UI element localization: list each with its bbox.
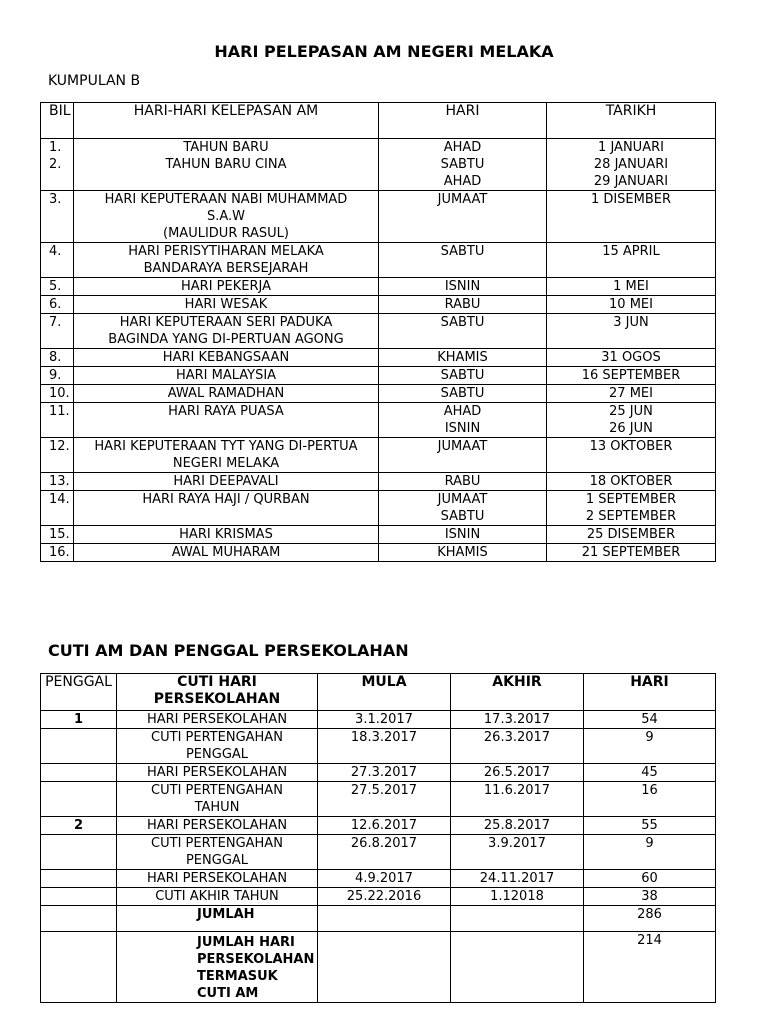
total-row — [41, 906, 716, 932]
term-days: 16 — [584, 782, 716, 817]
header-day: HARI — [379, 103, 547, 139]
holiday-day: AHAD SABTU AHAD — [379, 139, 547, 191]
holiday-name: HARI KRISMAS — [74, 526, 379, 544]
group-label: KUMPULAN B — [48, 73, 141, 89]
school-total-label: JUMLAH HARI PERSEKOLAHAN TERMASUK CUTI AM — [117, 932, 318, 1003]
holiday-date: 27 MEI — [547, 385, 716, 403]
term-days: 9 — [584, 729, 716, 764]
holiday-bil: 3. — [41, 191, 74, 243]
term-label: CUTI PERTENGAHAN TAHUN — [117, 782, 318, 817]
holiday-bil: 8. — [41, 349, 74, 367]
holiday-row — [41, 139, 716, 191]
term-start: 25.22.2016 — [318, 888, 451, 906]
holiday-name: HARI MALAYSIA — [74, 367, 379, 385]
holiday-name: HARI PERISYTIHARAN MELAKA BANDARAYA BERSEJARAH — [74, 243, 379, 278]
holiday-row — [41, 243, 716, 278]
holiday-row — [41, 367, 716, 385]
term-row — [41, 782, 716, 817]
header-days: HARI — [584, 674, 716, 711]
holiday-bil: 10. — [41, 385, 74, 403]
holiday-date: 25 JUN 26 JUN — [547, 403, 716, 438]
total-days: 286 — [584, 906, 716, 932]
holiday-name: HARI KEPUTERAAN SERI PADUKA BAGINDA YANG DI-PERTUAN AGONG — [74, 314, 379, 349]
header-date: TARIKH — [547, 103, 716, 139]
term-header-row — [41, 674, 716, 711]
header-bil: BIL — [41, 103, 74, 139]
page-title: HARI PELEPASAN AM NEGERI MELAKA — [214, 42, 554, 61]
holiday-row — [41, 278, 716, 296]
holiday-day: JUMAAT SABTU — [379, 491, 547, 526]
term-end: 17.3.2017 — [451, 711, 584, 729]
holiday-bil: 6. — [41, 296, 74, 314]
term-label: CUTI PERTENGAHAN PENGGAL — [117, 835, 318, 870]
term-row — [41, 835, 716, 870]
holiday-date: 13 OKTOBER — [547, 438, 716, 473]
term-days: 38 — [584, 888, 716, 906]
header-holiday-name: HARI-HARI KELEPASAN AM — [74, 103, 379, 139]
term-label: HARI PERSEKOLAHAN — [117, 764, 318, 782]
holiday-bil: 16. — [41, 544, 74, 562]
term-end: 25.8.2017 — [451, 817, 584, 835]
term-row — [41, 888, 716, 906]
holiday-row — [41, 314, 716, 349]
holiday-name: AWAL MUHARAM — [74, 544, 379, 562]
term-end: 1.12018 — [451, 888, 584, 906]
holiday-bil: 11. — [41, 403, 74, 438]
term-label: CUTI AKHIR TAHUN — [117, 888, 318, 906]
term-number — [41, 729, 117, 764]
holiday-row — [41, 296, 716, 314]
holiday-date: 16 SEPTEMBER — [547, 367, 716, 385]
holiday-name: HARI RAYA PUASA — [74, 403, 379, 438]
school-total-row — [41, 932, 716, 1003]
term-number — [41, 870, 117, 888]
term-days: 45 — [584, 764, 716, 782]
holiday-row — [41, 385, 716, 403]
section-title: CUTI AM DAN PENGGAL PERSEKOLAHAN — [48, 641, 409, 660]
school-term-table — [40, 673, 716, 1003]
holiday-name: HARI KEBANGSAAN — [74, 349, 379, 367]
holiday-date: 1 SEPTEMBER 2 SEPTEMBER — [547, 491, 716, 526]
term-row — [41, 711, 716, 729]
holiday-row — [41, 403, 716, 438]
holiday-date: 10 MEI — [547, 296, 716, 314]
holiday-day: SABTU — [379, 243, 547, 278]
term-days: 55 — [584, 817, 716, 835]
holiday-date: 21 SEPTEMBER — [547, 544, 716, 562]
holiday-row — [41, 349, 716, 367]
holiday-date: 1 JANUARI 28 JANUARI 29 JANUARI — [547, 139, 716, 191]
holiday-day: JUMAAT — [379, 438, 547, 473]
holiday-name: TAHUN BARU TAHUN BARU CINA — [74, 139, 379, 191]
holiday-name: HARI PEKERJA — [74, 278, 379, 296]
total-start-cell — [318, 906, 451, 932]
holiday-header-row — [41, 103, 716, 139]
holiday-day: SABTU — [379, 314, 547, 349]
holiday-row — [41, 191, 716, 243]
term-end: 26.5.2017 — [451, 764, 584, 782]
holiday-date: 25 DISEMBER — [547, 526, 716, 544]
holiday-name: HARI DEEPAVALI — [74, 473, 379, 491]
header-term: PENGGAL — [41, 674, 117, 711]
term-label: HARI PERSEKOLAHAN — [117, 711, 318, 729]
holiday-table — [40, 102, 716, 562]
holiday-name: HARI WESAK — [74, 296, 379, 314]
term-number: 2 — [41, 817, 117, 835]
term-start: 26.8.2017 — [318, 835, 451, 870]
term-start: 12.6.2017 — [318, 817, 451, 835]
holiday-day: AHAD ISNIN — [379, 403, 547, 438]
school-total-start-cell — [318, 932, 451, 1003]
term-row — [41, 870, 716, 888]
term-days: 9 — [584, 835, 716, 870]
holiday-day: ISNIN — [379, 278, 547, 296]
holiday-date: 1 MEI — [547, 278, 716, 296]
holiday-day: RABU — [379, 296, 547, 314]
holiday-bil: 9. — [41, 367, 74, 385]
holiday-day: SABTU — [379, 385, 547, 403]
holiday-name: AWAL RAMADHAN — [74, 385, 379, 403]
holiday-day: ISNIN — [379, 526, 547, 544]
term-end: 3.9.2017 — [451, 835, 584, 870]
holiday-date: 31 OGOS — [547, 349, 716, 367]
holiday-day: KHAMIS — [379, 544, 547, 562]
school-total-days: 214 — [584, 932, 716, 1003]
total-end-cell — [451, 906, 584, 932]
term-label: HARI PERSEKOLAHAN — [117, 870, 318, 888]
term-row — [41, 817, 716, 835]
holiday-bil: 1. 2. — [41, 139, 74, 191]
term-number — [41, 888, 117, 906]
term-label: CUTI PERTENGAHAN PENGGAL — [117, 729, 318, 764]
school-total-term-cell — [41, 932, 117, 1003]
holiday-day: SABTU — [379, 367, 547, 385]
header-school-leave: CUTI HARI PERSEKOLAHAN — [117, 674, 318, 711]
holiday-row — [41, 544, 716, 562]
holiday-name: HARI KEPUTERAAN TYT YANG DI-PERTUA NEGERI MELAKA — [74, 438, 379, 473]
holiday-date: 15 APRIL — [547, 243, 716, 278]
holiday-day: RABU — [379, 473, 547, 491]
holiday-name: HARI KEPUTERAAN NABI MUHAMMAD S.A.W (MAULIDUR RASUL) — [74, 191, 379, 243]
holiday-row — [41, 473, 716, 491]
holiday-date: 18 OKTOBER — [547, 473, 716, 491]
total-term-cell — [41, 906, 117, 932]
holiday-bil: 7. — [41, 314, 74, 349]
holiday-name: HARI RAYA HAJI / QURBAN — [74, 491, 379, 526]
term-start: 27.5.2017 — [318, 782, 451, 817]
term-number — [41, 782, 117, 817]
term-start: 3.1.2017 — [318, 711, 451, 729]
term-row — [41, 729, 716, 764]
term-start: 27.3.2017 — [318, 764, 451, 782]
holiday-row — [41, 438, 716, 473]
holiday-bil: 13. — [41, 473, 74, 491]
term-label: HARI PERSEKOLAHAN — [117, 817, 318, 835]
term-number — [41, 835, 117, 870]
term-number — [41, 764, 117, 782]
holiday-bil: 4. — [41, 243, 74, 278]
holiday-date: 1 DISEMBER — [547, 191, 716, 243]
holiday-day: JUMAAT — [379, 191, 547, 243]
term-end: 11.6.2017 — [451, 782, 584, 817]
holiday-bil: 5. — [41, 278, 74, 296]
term-start: 18.3.2017 — [318, 729, 451, 764]
school-total-end-cell — [451, 932, 584, 1003]
total-label: JUMLAH — [117, 906, 318, 932]
holiday-row — [41, 526, 716, 544]
term-days: 54 — [584, 711, 716, 729]
holiday-bil: 12. — [41, 438, 74, 473]
header-start: MULA — [318, 674, 451, 711]
holiday-bil: 14. — [41, 491, 74, 526]
term-start: 4.9.2017 — [318, 870, 451, 888]
holiday-day: KHAMIS — [379, 349, 547, 367]
holiday-date: 3 JUN — [547, 314, 716, 349]
holiday-bil: 15. — [41, 526, 74, 544]
term-row — [41, 764, 716, 782]
term-end: 26.3.2017 — [451, 729, 584, 764]
term-number: 1 — [41, 711, 117, 729]
term-end: 24.11.2017 — [451, 870, 584, 888]
holiday-row — [41, 491, 716, 526]
header-end: AKHIR — [451, 674, 584, 711]
term-days: 60 — [584, 870, 716, 888]
